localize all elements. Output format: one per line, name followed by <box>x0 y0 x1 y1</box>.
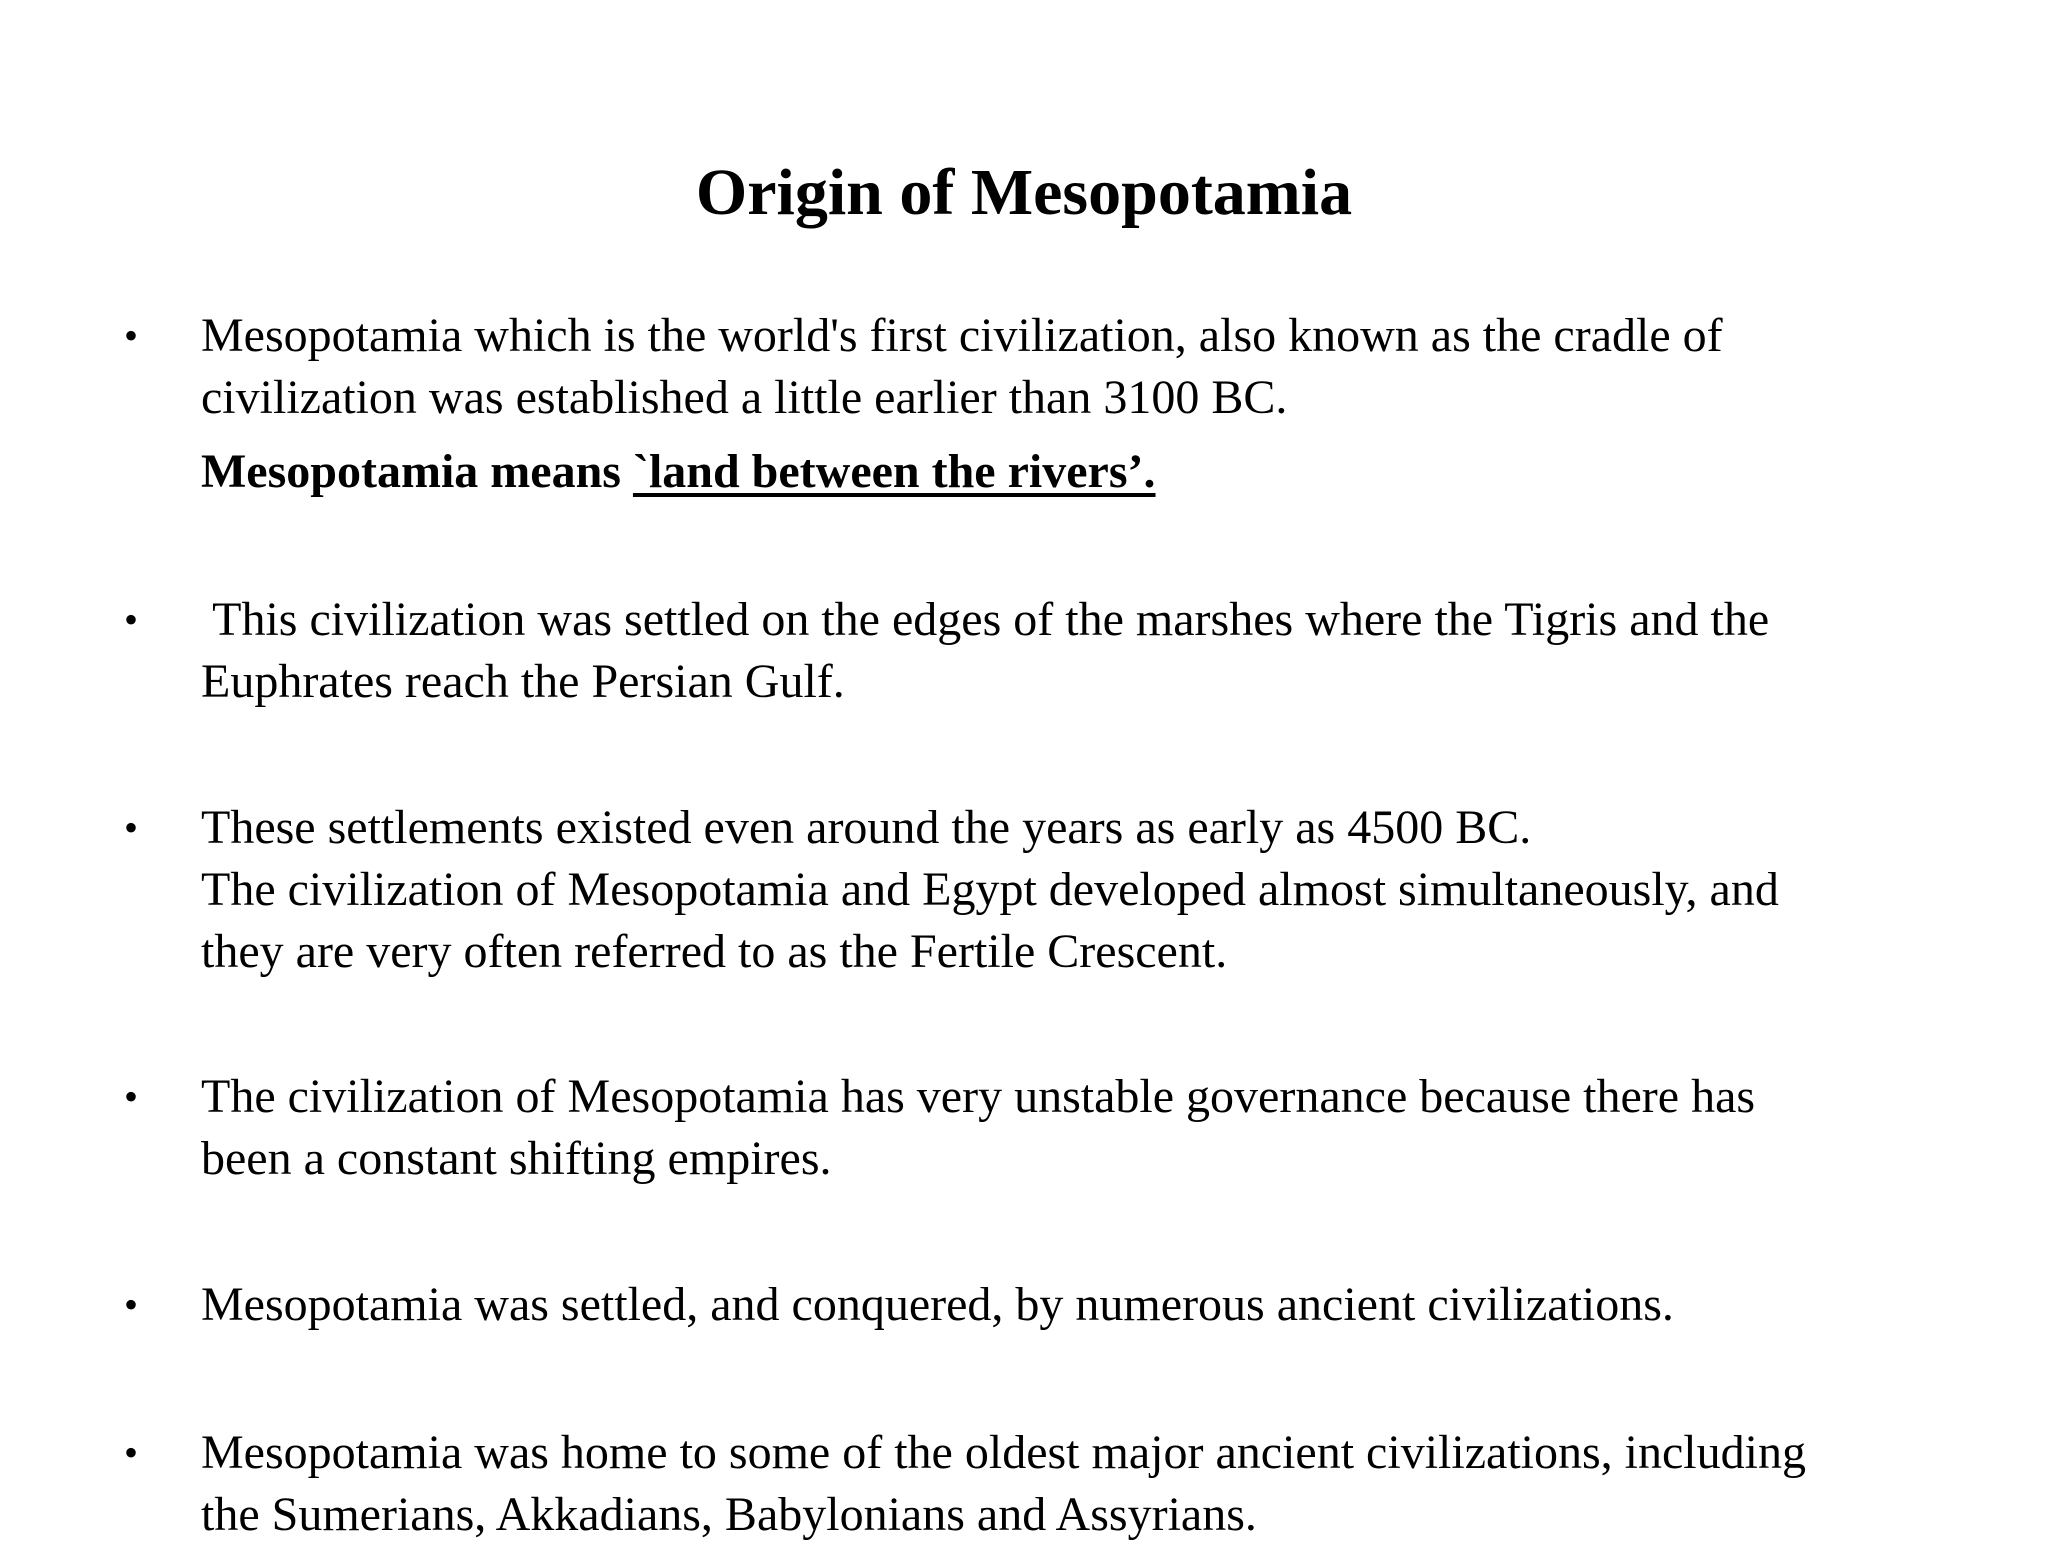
slide-title: Origin of Mesopotamia <box>695 156 1353 229</box>
bullet-3-line-3: they are very often referred to as the Fertile Crescent. <box>201 925 1228 978</box>
bullet-3-line-2: The civilization of Mesopotamia and Egypt developed almost simultaneously, and <box>201 863 1779 916</box>
bullet-6-line-2: the Sumerians, Akkadians, Babylonians and Assyrians. <box>201 1488 1257 1541</box>
bullet-marker: • <box>124 313 139 358</box>
bullet-item-2 <box>201 589 1961 713</box>
bullet-item-6 <box>201 1422 1961 1546</box>
bullet-item-1 <box>201 305 1961 503</box>
bullet-5-line-1: Mesopotamia was settled, and conquered, by numerous ancient civilizations. <box>201 1278 1674 1331</box>
bullet-item-5 <box>201 1274 1961 1336</box>
bullet-1-line-1: Mesopotamia which is the world's first civilization, also known as the cradle of <box>201 309 1723 362</box>
bullet-1-emphasis <box>201 441 1961 503</box>
bullet-2-line-2: Euphrates reach the Persian Gulf. <box>201 655 845 708</box>
bullet-marker: • <box>124 1282 139 1327</box>
bullet-2-line-1: This civilization was settled on the edges of the marshes where the Tigris and the <box>201 593 1770 646</box>
bullet-4-line-1: The civilization of Mesopotamia has very unstable governance because there has <box>201 1070 1756 1123</box>
bullet-4-line-2: been a constant shifting empires. <box>201 1132 832 1185</box>
bullet-item-3 <box>201 797 1961 983</box>
bullet-6-line-1: Mesopotamia was home to some of the oldest major ancient civilizations, including <box>201 1426 1806 1479</box>
emphasis-underlined: `land between the rivers’. <box>632 445 1156 498</box>
bullet-marker: • <box>124 1074 139 1119</box>
bullet-marker: • <box>124 597 139 642</box>
bullet-marker: • <box>124 1430 139 1475</box>
bullet-1-line-2: civilization was established a little earlier than 3100 BC. <box>201 371 1288 424</box>
emphasis-prefix: Mesopotamia means <box>201 445 633 498</box>
bullet-item-4 <box>201 1066 1961 1190</box>
bullet-3-line-1: These settlements existed even around the years as early as 4500 BC. <box>201 801 1532 854</box>
bullet-marker: • <box>124 805 139 850</box>
